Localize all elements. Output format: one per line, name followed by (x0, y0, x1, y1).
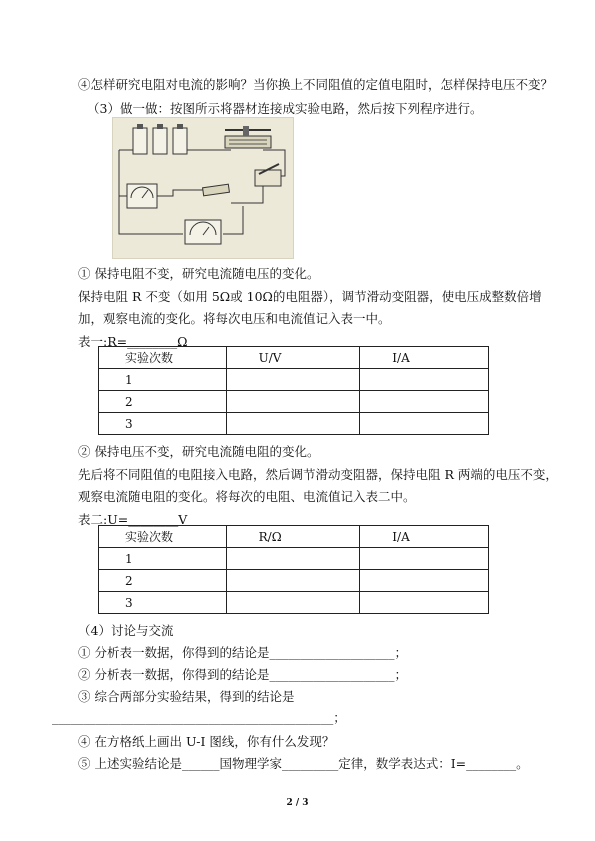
table-cell (360, 369, 489, 391)
table-cell: 3 (99, 413, 227, 435)
table-header-cell: 实验次数 (99, 526, 227, 548)
table-header-row (99, 526, 489, 548)
table-cell: 1 (99, 548, 227, 570)
discussion-item-5: ⑤ 上述实验结论是______国物理学家_________定律，数学表达式：I=________。 (78, 756, 529, 771)
part-2-description-line-1: 先后将不同阻值的电阻接入电路，然后调节滑动变阻器，保持电阻 R 两端的电压不变， (78, 467, 558, 482)
table-row (99, 369, 489, 391)
question-4-text: ④怎样研究电阻对电流的影响？当你换上不同阻值的定值电阻时，怎样保持电压不变？ (78, 77, 554, 92)
part-2-title: ② 保持电压不变，研究电流随电阻的变化。 (78, 444, 320, 459)
part-1-description-line-2: 加，观察电流的变化。将每次电压和电流值记入表一中。 (78, 311, 391, 326)
table-cell (226, 592, 360, 614)
table-1 (98, 346, 489, 435)
table-header-cell: I/A (360, 347, 489, 369)
part-2-description-line-2: 观察电流随电阻的变化。将每次的电阻、电流值记入表二中。 (78, 489, 416, 504)
discussion-item-3-blank: _____________________________________________； (52, 710, 346, 725)
table-row (99, 413, 489, 435)
table-cell: 3 (99, 592, 227, 614)
table-header-cell: I/A (360, 526, 489, 548)
table-header-cell: 实验次数 (99, 347, 227, 369)
resistor-icon (203, 184, 230, 196)
voltmeter-icon (127, 184, 157, 208)
discussion-item-2: ② 分析表一数据，你得到的结论是____________________； (78, 667, 407, 682)
circuit-diagram-image (112, 117, 294, 259)
table-cell (226, 413, 360, 435)
table-cell: 2 (99, 391, 227, 413)
discussion-item-3: ③ 综合两部分实验结果，得到的结论是 (78, 689, 295, 704)
switch-icon (255, 164, 281, 186)
table-cell (360, 570, 489, 592)
table-2-caption: 表二:U=________V (78, 512, 188, 527)
part-1-title: ① 保持电阻不变，研究电流随电压的变化。 (78, 266, 320, 281)
table-cell (360, 391, 489, 413)
table-cell (226, 570, 360, 592)
table-row (99, 592, 489, 614)
table-1-caption: 表一:R=________Ω (78, 334, 188, 349)
rheostat-icon (225, 126, 271, 148)
table-header-cell: R/Ω (226, 526, 360, 548)
table-header-row (99, 347, 489, 369)
table-cell (360, 548, 489, 570)
step-3-heading: （3）做一做：按图所示将器材连接成实验电路，然后按下列程序进行。 (87, 101, 483, 116)
discussion-item-1: ① 分析表一数据，你得到的结论是____________________； (78, 645, 407, 660)
table-cell: 2 (99, 570, 227, 592)
table-2 (98, 525, 489, 614)
table-cell (226, 369, 360, 391)
table-cell (360, 592, 489, 614)
table-cell (226, 391, 360, 413)
table-cell: 1 (99, 369, 227, 391)
circuit-drawing (113, 118, 293, 258)
table-cell (226, 548, 360, 570)
table-row (99, 548, 489, 570)
step-4-heading: （4）讨论与交流 (78, 623, 174, 638)
table-header-cell: U/V (226, 347, 360, 369)
page-number: 2 / 3 (286, 798, 309, 808)
table-cell (360, 413, 489, 435)
discussion-item-4: ④ 在方格纸上画出 U-I 图线，你有什么发现？ (78, 734, 335, 749)
part-1-description-line-1: 保持电阻 R 不变（如用 5Ω或 10Ω的电阻器），调节滑动变阻器，使电压成整数倍增 (78, 289, 542, 304)
table-row (99, 391, 489, 413)
ammeter-icon (185, 220, 221, 244)
battery-icons (133, 124, 187, 154)
table-row (99, 570, 489, 592)
